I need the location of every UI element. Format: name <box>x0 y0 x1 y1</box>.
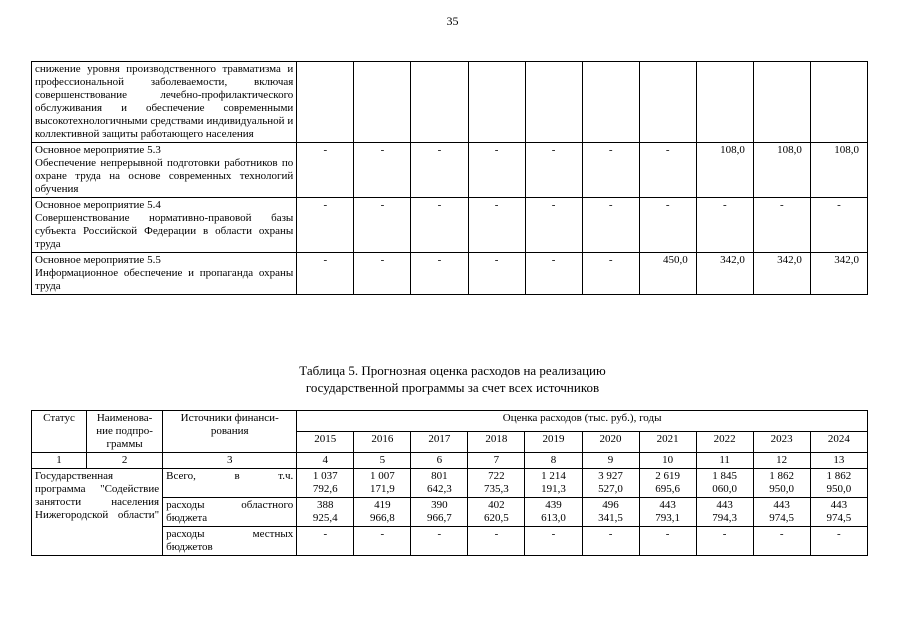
value-cell <box>753 498 810 527</box>
value-cell <box>525 62 582 143</box>
value-part: 695,6 <box>655 483 680 495</box>
value-part: 974,5 <box>769 512 795 524</box>
column-index: 7 <box>468 453 525 469</box>
value-cell: - <box>297 198 354 253</box>
value-cell <box>696 62 753 143</box>
value-part: 2 619 <box>655 470 680 482</box>
value-part: 1 214 <box>541 470 566 482</box>
value-part: 794,3 <box>712 512 737 524</box>
value-part: 496 <box>602 499 619 511</box>
header-status: Статус <box>32 411 87 453</box>
description-line: Основное мероприятие 5.3 <box>35 144 161 156</box>
value-cell <box>753 62 810 143</box>
value-part: 060,0 <box>712 483 737 495</box>
value-part: 390 <box>431 499 448 511</box>
value-part: 1 845 <box>712 470 737 482</box>
value-cell <box>810 62 867 143</box>
header-year: 2023 <box>753 432 810 453</box>
column-index: 9 <box>582 453 639 469</box>
value-cell: - <box>753 198 810 253</box>
value-cell <box>297 62 354 143</box>
value-cell <box>810 527 867 556</box>
activity-description <box>32 198 297 253</box>
value-cell <box>753 469 810 498</box>
value-part: 642,3 <box>427 483 452 495</box>
header-cost-estimate: Оценка расходов (тыс. руб.), годы <box>297 411 868 432</box>
value-cell: - <box>582 198 639 253</box>
value-part: - <box>437 528 442 540</box>
value-cell: 342,0 <box>753 253 810 295</box>
value-part: 443 <box>830 499 848 511</box>
value-cell <box>354 62 411 143</box>
value-part: - <box>779 528 784 540</box>
forecast-table <box>31 410 868 556</box>
value-cell <box>582 469 639 498</box>
value-cell <box>696 527 753 556</box>
value-part: 191,3 <box>541 483 566 495</box>
value-part: 1 862 <box>769 470 795 482</box>
caption-line-1: Таблица 5. Прогнозная оценка расходов на реализацию <box>299 363 606 378</box>
value-cell: - <box>525 253 582 295</box>
value-part: 527,0 <box>598 483 623 495</box>
column-index: 13 <box>810 453 867 469</box>
value-part: 439 <box>545 499 562 511</box>
value-cell <box>525 498 582 527</box>
column-index: 6 <box>411 453 468 469</box>
value-cell: - <box>354 143 411 198</box>
activity-description <box>32 143 297 198</box>
value-part: 402 <box>488 499 505 511</box>
header-year: 2021 <box>639 432 696 453</box>
value-cell <box>468 469 525 498</box>
value-part: 341,5 <box>598 512 623 524</box>
value-cell: - <box>411 143 468 198</box>
header-year: 2017 <box>411 432 468 453</box>
value-part: 793,1 <box>655 512 680 524</box>
value-part: - <box>722 528 727 540</box>
value-cell <box>696 498 753 527</box>
value-cell: - <box>525 198 582 253</box>
value-part: - <box>323 528 328 540</box>
column-index: 1 <box>32 453 87 469</box>
value-cell <box>411 498 468 527</box>
value-cell: - <box>297 143 354 198</box>
value-part: 735,3 <box>484 483 509 495</box>
value-part: 443 <box>659 499 676 511</box>
value-cell: - <box>354 253 411 295</box>
value-part: 950,0 <box>769 483 795 495</box>
value-cell: - <box>468 198 525 253</box>
value-cell: 342,0 <box>810 253 867 295</box>
funding-source: расходы областного бюджета <box>163 498 297 527</box>
value-cell <box>639 498 696 527</box>
value-cell: - <box>354 198 411 253</box>
column-index: 8 <box>525 453 582 469</box>
table-row <box>32 253 868 295</box>
value-part: 966,7 <box>427 512 452 524</box>
table-caption <box>0 362 905 396</box>
value-part: 722 <box>488 470 505 482</box>
header-year: 2022 <box>696 432 753 453</box>
table-row <box>32 62 868 143</box>
value-cell: - <box>411 198 468 253</box>
column-index: 11 <box>696 453 753 469</box>
description-line: Обеспечение непрерывной подготовки работников по охране труда на основе современных технологий обучения <box>35 157 294 195</box>
value-cell: 342,0 <box>696 253 753 295</box>
column-index: 12 <box>753 453 810 469</box>
table-row <box>32 469 868 498</box>
value-cell: - <box>582 143 639 198</box>
funding-source: Всего, в т.ч. <box>163 469 297 498</box>
value-cell <box>582 498 639 527</box>
description-line: Информационное обеспечение и пропаганда охраны труда <box>35 267 294 292</box>
column-index: 10 <box>639 453 696 469</box>
header-year: 2016 <box>354 432 411 453</box>
value-part: 443 <box>716 499 733 511</box>
value-cell: 450,0 <box>639 253 696 295</box>
activity-description <box>32 253 297 295</box>
value-part: 171,9 <box>369 483 395 495</box>
value-cell: - <box>582 253 639 295</box>
header-funding-sources: Источники финанси-рования <box>163 411 297 453</box>
table-row <box>32 198 868 253</box>
value-cell: - <box>411 253 468 295</box>
value-cell <box>525 469 582 498</box>
value-part: 419 <box>374 499 391 511</box>
caption-line-2: государственной программы за счет всех источников <box>305 380 600 395</box>
value-cell <box>297 498 354 527</box>
value-cell: - <box>639 143 696 198</box>
value-cell <box>468 498 525 527</box>
value-part: - <box>665 528 670 540</box>
value-cell: - <box>468 143 525 198</box>
description-line: Совершенствование нормативно-правовой базы субъекта Российской Федерации в области охраны труда <box>35 212 294 250</box>
value-part: 925,4 <box>312 512 338 524</box>
value-part: - <box>551 528 556 540</box>
value-cell <box>639 527 696 556</box>
value-cell: 108,0 <box>753 143 810 198</box>
value-cell: - <box>696 198 753 253</box>
value-part: 792,6 <box>312 483 338 495</box>
value-cell <box>810 469 867 498</box>
value-cell <box>297 527 354 556</box>
column-index: 5 <box>354 453 411 469</box>
description-line: снижение уровня производственного травматизма и профессиональной заболеваемости, включая совершенствование лечебно-профилактического обслуживания и обеспечение современными высокотехнологичными средствами индивидуальной и коллективной защиты работающего населения <box>35 63 294 140</box>
value-cell <box>468 527 525 556</box>
value-cell <box>354 498 411 527</box>
value-cell: - <box>297 253 354 295</box>
value-cell <box>468 62 525 143</box>
header-year: 2024 <box>810 432 867 453</box>
value-part: 1 862 <box>826 470 852 482</box>
header-year: 2015 <box>297 432 354 453</box>
top-table <box>31 61 868 295</box>
value-part: - <box>494 528 499 540</box>
value-cell: 108,0 <box>696 143 753 198</box>
value-cell <box>753 527 810 556</box>
value-part: 3 927 <box>598 470 623 482</box>
value-cell <box>297 469 354 498</box>
column-index: 4 <box>297 453 354 469</box>
program-status: Государственная программа "Содействие занятости населения Нижегородской области" <box>32 469 163 556</box>
value-part: 801 <box>431 470 448 482</box>
funding-source: расходы местных бюджетов <box>163 527 297 556</box>
description-line: Основное мероприятие 5.5 <box>35 254 161 266</box>
value-cell: - <box>810 198 867 253</box>
value-cell: 108,0 <box>810 143 867 198</box>
value-part: 1 037 <box>312 470 338 482</box>
value-part: 388 <box>317 499 334 511</box>
value-part: 966,8 <box>369 512 395 524</box>
value-cell: - <box>639 198 696 253</box>
page-number: 35 <box>446 14 459 28</box>
column-index: 3 <box>163 453 297 469</box>
value-part: 974,5 <box>826 512 852 524</box>
value-cell <box>696 469 753 498</box>
table-row <box>32 143 868 198</box>
value-cell <box>411 469 468 498</box>
value-part: 1 007 <box>369 470 395 482</box>
value-cell <box>582 527 639 556</box>
value-cell <box>582 62 639 143</box>
header-year: 2018 <box>468 432 525 453</box>
header-year: 2020 <box>582 432 639 453</box>
value-cell <box>411 527 468 556</box>
value-cell: - <box>468 253 525 295</box>
description-line: Основное мероприятие 5.4 <box>35 199 161 211</box>
value-cell <box>354 527 411 556</box>
value-part: - <box>380 528 385 540</box>
value-part: - <box>608 528 613 540</box>
value-cell <box>639 62 696 143</box>
value-part: 620,5 <box>484 512 509 524</box>
column-index: 2 <box>87 453 163 469</box>
value-cell <box>525 527 582 556</box>
value-cell <box>411 62 468 143</box>
header-year: 2019 <box>525 432 582 453</box>
activity-description <box>32 62 297 143</box>
value-cell: - <box>525 143 582 198</box>
value-cell <box>354 469 411 498</box>
value-part: 613,0 <box>541 512 566 524</box>
value-part: - <box>837 528 841 540</box>
value-cell <box>639 469 696 498</box>
value-part: 443 <box>773 499 790 511</box>
value-part: 950,0 <box>826 483 852 495</box>
header-subprogram-name: Наименова-ние подпро-граммы <box>87 411 163 453</box>
value-cell <box>810 498 867 527</box>
